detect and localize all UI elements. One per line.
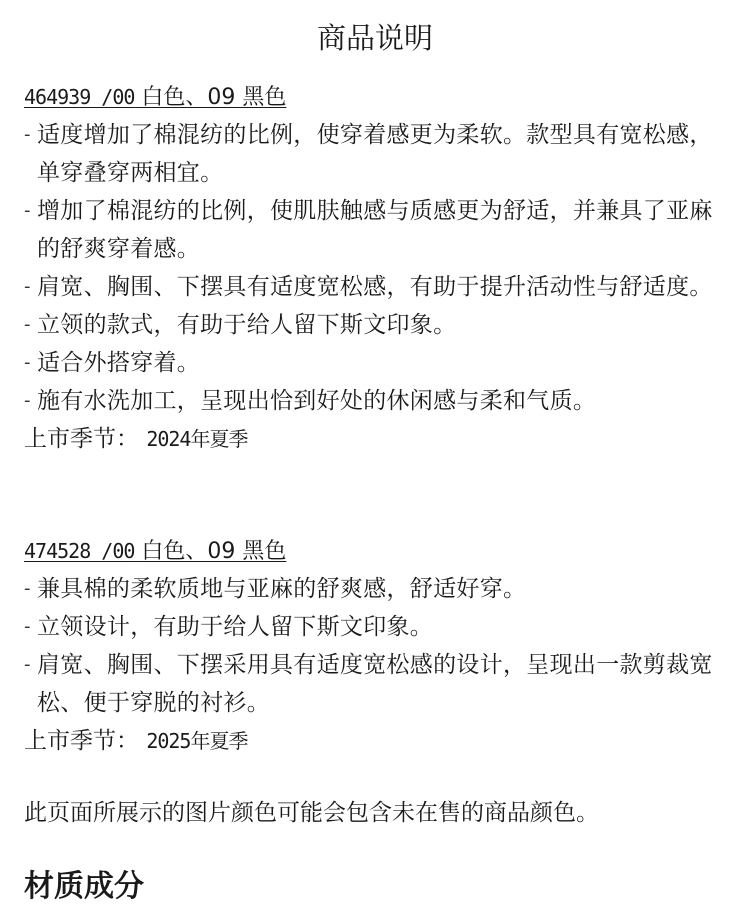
- feature-text: 增加了棉混纺的比例，使肌肤触感与质感更为舒适，并兼具了亚麻的舒爽穿着感。: [37, 198, 713, 262]
- product-code-link[interactable]: [24, 534, 728, 570]
- feature-text: 兼具棉的柔软质地与亚麻的舒爽感，舒适好穿。: [37, 576, 527, 602]
- feature-item: [24, 344, 728, 382]
- color-disclaimer: 此页面所展示的图片颜色可能会包含未在售的商品颜色。: [24, 800, 599, 826]
- season-label: 上市季节：: [24, 728, 139, 754]
- bullet-dash-icon: -: [24, 276, 31, 297]
- product-section: [24, 534, 728, 760]
- feature-item: [24, 382, 728, 420]
- feature-text: 适度增加了棉混纺的比例，使穿着感更为柔软。款型具有宽松感，单穿叠穿两相宜。: [37, 122, 713, 186]
- product-colors: 白色、09 黑色: [141, 85, 287, 110]
- feature-text: 施有水洗加工，呈现出恰到好处的休闲感与柔和气质。: [37, 388, 597, 414]
- product-code: 464939 /00: [24, 85, 135, 109]
- feature-item: [24, 268, 728, 306]
- product-code: 474528 /00: [24, 539, 135, 563]
- page-title: 商品说明: [316, 21, 433, 55]
- feature-item: [24, 646, 728, 722]
- release-season: [24, 420, 728, 458]
- feature-item: [24, 116, 728, 192]
- feature-list: [24, 570, 728, 722]
- bullet-dash-icon: -: [24, 616, 31, 637]
- feature-list: [24, 116, 728, 420]
- feature-text: 肩宽、胸围、下摆采用具有适度宽松感的设计，呈现出一款剪裁宽松、便于穿脱的衬衫。: [37, 652, 713, 716]
- bullet-dash-icon: -: [24, 352, 31, 373]
- feature-text: 肩宽、胸围、下摆具有适度宽松感，有助于提升活动性与舒适度。: [37, 274, 713, 300]
- bullet-dash-icon: -: [24, 314, 31, 335]
- bullet-dash-icon: -: [24, 654, 31, 675]
- bullet-dash-icon: -: [24, 578, 31, 599]
- bullet-dash-icon: -: [24, 200, 31, 221]
- feature-text: 立领设计，有助于给人留下斯文印象。: [37, 614, 434, 640]
- feature-item: [24, 608, 728, 646]
- bullet-dash-icon: -: [24, 390, 31, 411]
- feature-text: 适合外搭穿着。: [37, 350, 201, 376]
- season-label: 上市季节：: [24, 426, 139, 452]
- product-code-link[interactable]: [24, 80, 728, 116]
- season-value: 2024年夏季: [146, 427, 248, 451]
- feature-text: 立领的款式，有助于给人留下斯文印象。: [37, 312, 457, 338]
- release-season: [24, 722, 728, 760]
- feature-item: [24, 306, 728, 344]
- product-colors: 白色、09 黑色: [141, 539, 287, 564]
- feature-item: [24, 192, 728, 268]
- season-value: 2025年夏季: [146, 729, 248, 753]
- bullet-dash-icon: -: [24, 124, 31, 145]
- feature-item: [24, 570, 728, 608]
- product-section: [24, 80, 728, 458]
- material-section-heading: 材质成分: [24, 869, 144, 904]
